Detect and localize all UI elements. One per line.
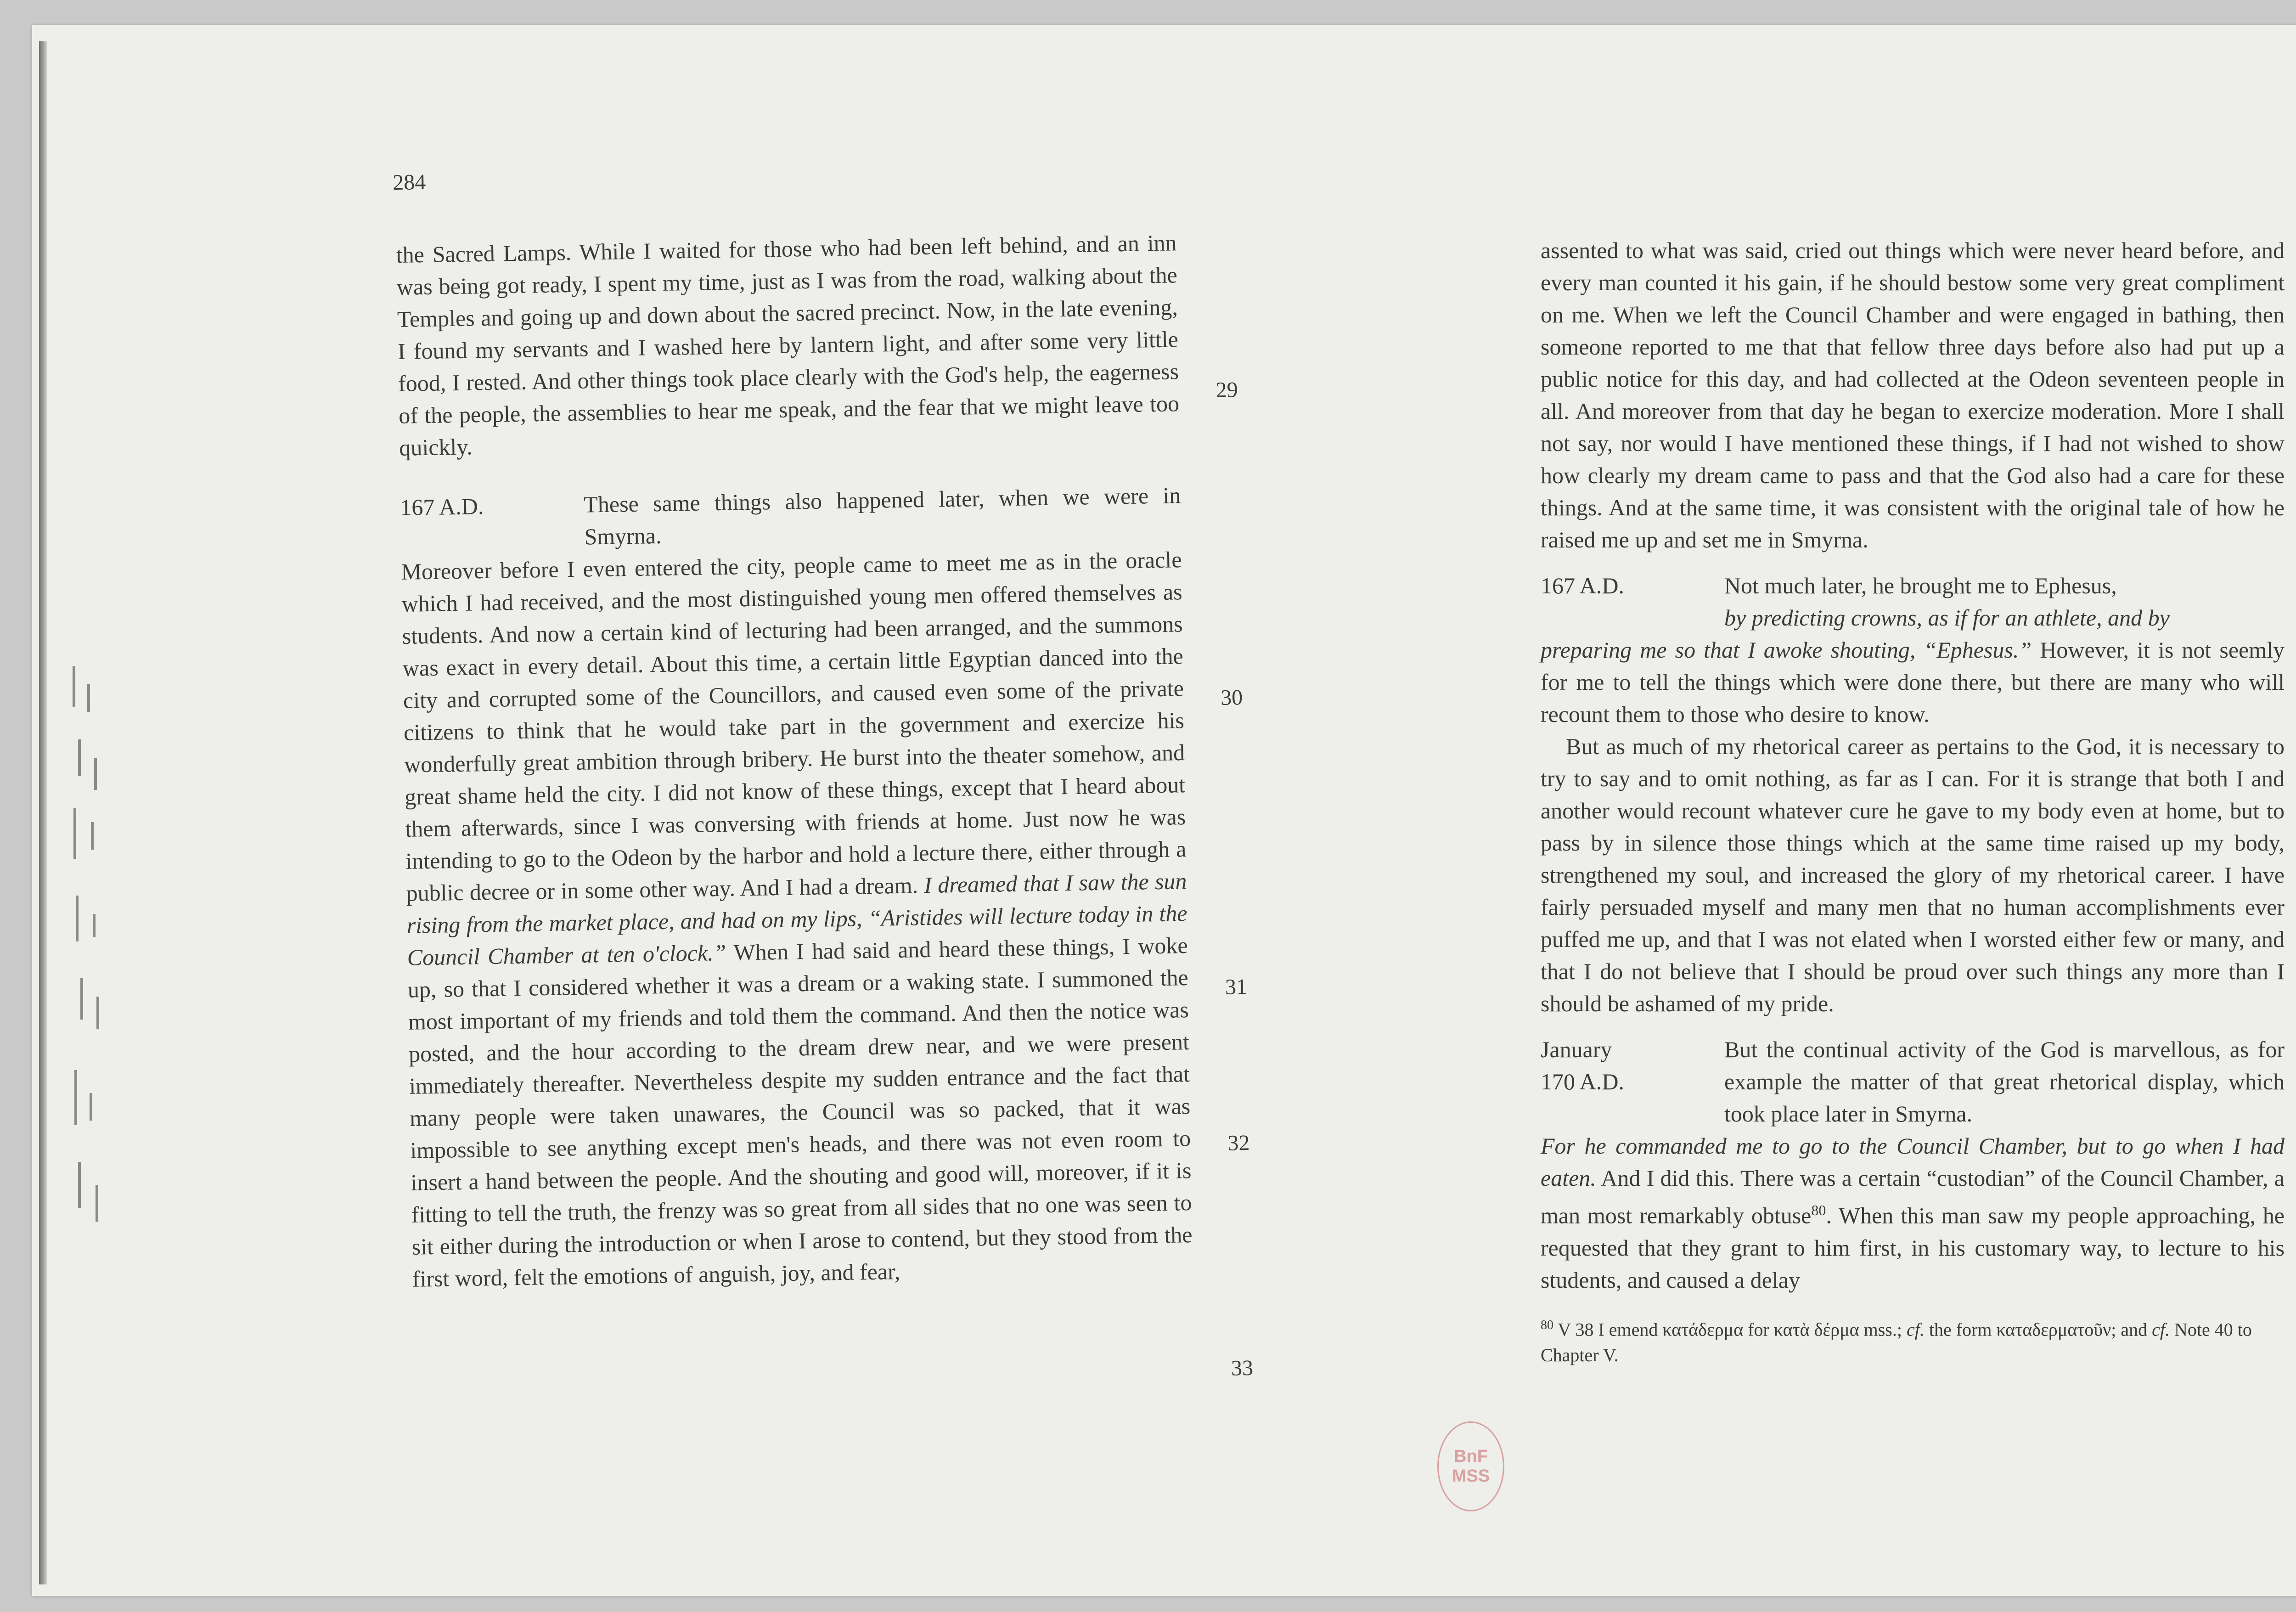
footnote-number: 80	[1541, 1318, 1553, 1332]
paragraph: But as much of my rhetorical career as pertains to the God, it is necessary to try to say and to omit nothing, as far as I can. For it is strange that both I and another would recount whatever cure he gave to my body even at home, but to pass by in silence those things which at the same time raised up my body, strengthened my soul, and increased the glory of my rhetorical career. I have fairly persuaded myself and many men that no human accomplishments ever puffed me up, and that I was not elated when I worsted either few or many, and that I do not believe that I should be proud over such things any more than I should be ashamed of my pride.	[1541, 733, 2285, 1016]
section-number: 30	[1220, 685, 1243, 710]
dream-quote: For he commanded me to go to the Council Chamber, but to go when I had eaten.	[1541, 1133, 2285, 1191]
section-number: 33	[1231, 1355, 1254, 1381]
paragraph	[1541, 1130, 2285, 1296]
stamp-line: BnF	[1454, 1447, 1488, 1466]
stamp-line: MSS	[1452, 1466, 1490, 1486]
footnote-text: the form καταδερματοῦν; and	[1929, 1319, 2148, 1340]
dream-quote: I dreamed that I saw the sun rising from the market place, and had on my lips, “Aristides will lecture today in the Council Chamber at ten o'clock.”	[406, 868, 1187, 970]
page-number: 284	[392, 169, 426, 195]
dream-quote: preparing me so that I awoke shouting, “Ephesus.”	[1541, 637, 2032, 663]
date-marginal: 167 A.D.	[1541, 573, 1624, 598]
dated-section	[1541, 1033, 2285, 1130]
dream-quote: by predicting crowns, as if for an athlete, and by	[1724, 605, 2170, 631]
date-year: 170 A.D.	[1541, 1069, 1624, 1094]
date-marginal: 167 A.D.	[400, 493, 484, 520]
footnote-text: Note 40 to Chapter V.	[1541, 1319, 2252, 1365]
section-number: 31	[1225, 975, 1248, 999]
paragraph-lead: But the continual activity of the God is marvellous, as for example the matter of that great rhetorical display, which took place later in Smyrna.	[1724, 1037, 2285, 1127]
dated-section	[400, 479, 1182, 556]
paragraph-lead: These same things also happened later, when we were in Smyrna.	[583, 482, 1181, 550]
text-run: However, it is not seemly for me to tell the things which were done there, but there are many who will recount them to those who desire to know.	[1541, 637, 2285, 727]
paragraph-lead: Not much later, he brought me to Ephesus,	[1724, 573, 2117, 598]
text-run: And I did this. There was a certain “custodian” of the Council Chamber, a man most remarkably obtuse	[1541, 1165, 2285, 1229]
show-through-marks	[69, 657, 138, 1254]
footnote	[1541, 1313, 2285, 1368]
paragraph	[1541, 634, 2285, 730]
footnote-text: V 38 I emend κατάδερμα for κατὰ δέρμα mss.;	[1558, 1319, 1902, 1340]
date-marginal	[1541, 1033, 1724, 1130]
text-run: When I had said and heard these things, I woke up, so that I considered whether it was a dream or a waking state. I summoned the most important of my friends and told them the command. And then the notice was posted, and the hour according to the dream drew near, and we were present immediately thereafter. Nevertheless despite my sudden entrance and the fact that many people were taken unawares, the Council was so packed, that it was impossible to see anything except men's heads, and there was not even room to insert a hand between the people. And the shouting and good will, moreover, if it is fitting to tell the truth, the frenzy was so great from all sides that no one was seen to sit either during the introduction or when I arose to contend, but they stood from the first word, felt the emotions of anguish, joy, and fear,	[407, 932, 1193, 1292]
footnote-cf: cf.	[2152, 1319, 2170, 1340]
date-month: January	[1541, 1037, 1612, 1062]
text-run: . When this man saw my people approaching, he requested that they grant to him first, in his customary way, to lecture to his students, and caused a delay	[1541, 1202, 2285, 1293]
dated-section	[1541, 569, 2285, 634]
paragraph: assented to what was said, cried out things which were never heard before, and every man counted it his gain, if he should bestow some very great compliment on me. When we left the Council Chamber and were engaged in bathing, then someone reported to me that that fellow three days before also had put up a public notice for this day, and had collected at the Odeon seventeen people in all. And moreover from that day he began to exercize moderation. More I shall not say, nor would I have mentioned these things, if I had not wished to show how clearly my dream came to pass and that the God also had a care for these things. And at the same time, it was consistent with the original tale of how he raised me up and set me in Smyrna.	[1541, 237, 2285, 552]
text-run: Moreover before I even entered the city, people came to meet me as in the oracle which I had received, and the most distinguished young men offered themselves as students. And now a certain kind of lecturing had been arranged, and the summons was exact in every detail. About this time, a certain little Egyptian danced into the city and corrupted some of the Councillors, and caused even some of the private citizens to think that he would take part in the government and exercize his wonderfully great ambition through bribery. He burst into the theater somehow, and great shame held the city. I did not know of these things, except that I heard about them afterwards, since I was conversing with friends at home. Just now he was intending to go to the Odeon by the harbor and hold a lecture there, either through a public decree or in some other way. And I had a dream.	[401, 547, 1187, 906]
paragraph	[401, 543, 1193, 1295]
binding-spine	[39, 41, 47, 1584]
paragraph: the Sacred Lamps. While I waited for those who had been left behind, and an inn was being got ready, I spent my time, just as I was from the road, walking about the Temples and going up and down about the sacred precinct. Now, in the late evening, I found my servants and I washed here by lantern light, and after some very little food, I rested. And other things took place clearly with the God's help, the eagerness of the people, the assemblies to hear me speak, and the fear that we might leave too quickly.	[396, 230, 1180, 461]
footnote-ref: 80	[1811, 1202, 1826, 1218]
library-stamp	[1437, 1421, 1504, 1511]
footnote-cf: cf.	[1907, 1319, 1925, 1340]
section-number: 29	[1216, 378, 1238, 402]
section-number: 32	[1227, 1131, 1250, 1155]
